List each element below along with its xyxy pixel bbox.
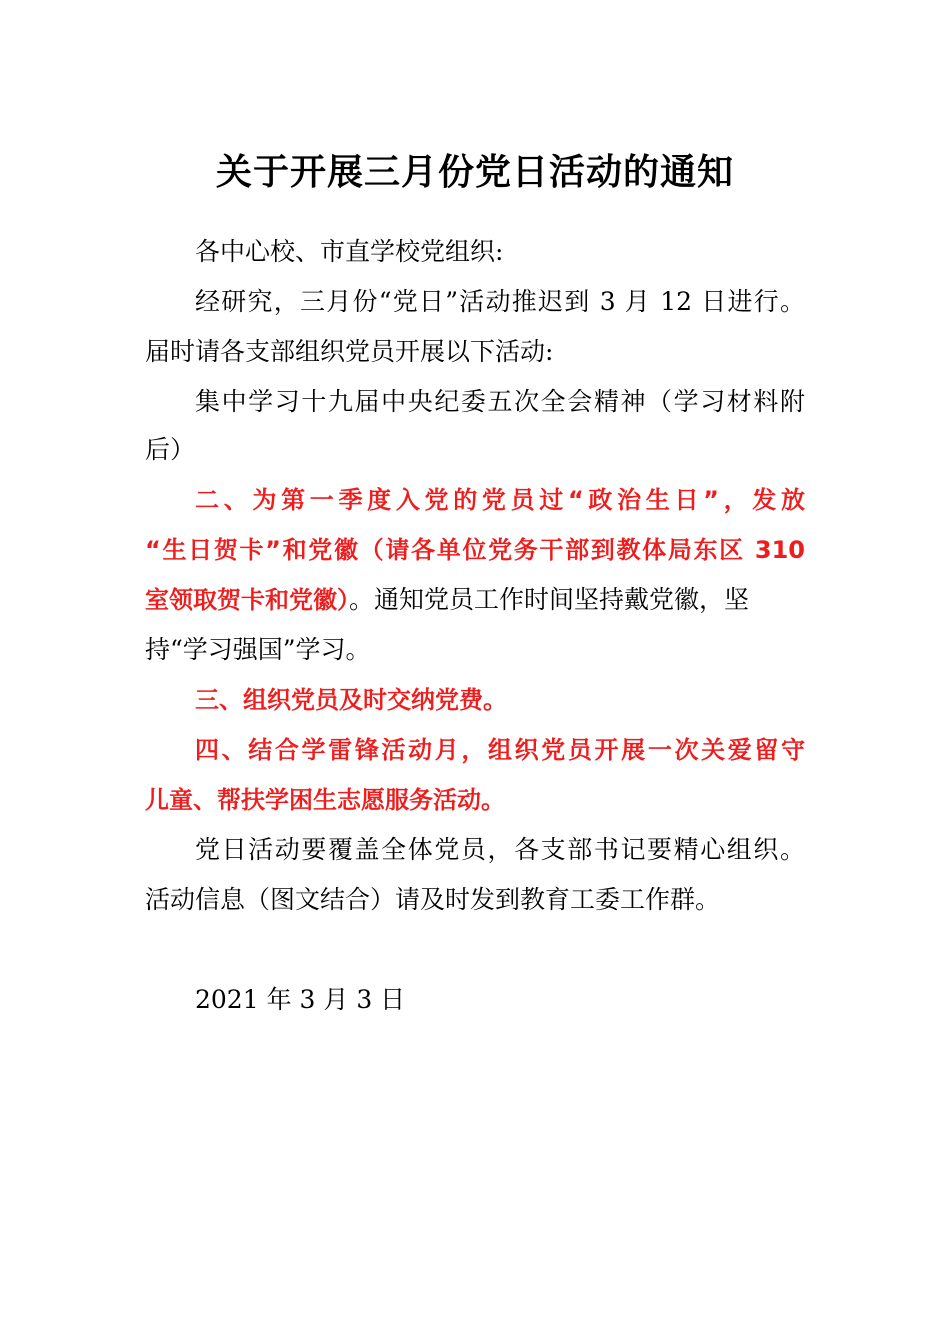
document-date: 2021 年 3 月 3 日 [195,985,406,1014]
closing-line-2: 活动信息（图文结合）请及时发到教育工委工作群。 [145,885,721,914]
item4-line-2: 儿童、帮扶学困生志愿服务活动。 [145,786,505,814]
item1-line-2: 后） [145,435,196,464]
item4-line-1: 四、结合学雷锋活动月，组织党员开展一次关爱留守 [195,736,805,764]
document-title: 关于开展三月份党日活动的通知 [215,151,734,193]
item2-line-1: 二、为第一季度入党的党员过“政治生日”，发放 [195,486,805,514]
item2-line-4: 持“学习强国”学习。 [145,635,371,664]
intro-line-1: 经研究，三月份“党日”活动推迟到 3 月 12 日进行。 [195,287,805,316]
item2-line-3-black: 。通知党员工作时间坚持戴党徽，坚 [349,585,750,614]
item3-line: 三、组织党员及时交纳党费。 [195,686,507,714]
closing-line-1: 党日活动要覆盖全体党员，各支部书记要精心组织。 [195,835,805,864]
item2-line-2: “生日贺卡”和党徽（请各单位党务干部到教体局东区 310 [145,536,805,564]
intro-line-2: 届时请各支部组织党员开展以下活动: [145,337,554,366]
item2-line-3-red: 室领取贺卡和党徽） [145,586,349,614]
item1-line-1: 集中学习十九届中央纪委五次全会精神（学习材料附 [195,387,805,416]
item2-line-3 [145,580,805,620]
salutation: 各中心校、市直学校党组织: [195,237,504,266]
